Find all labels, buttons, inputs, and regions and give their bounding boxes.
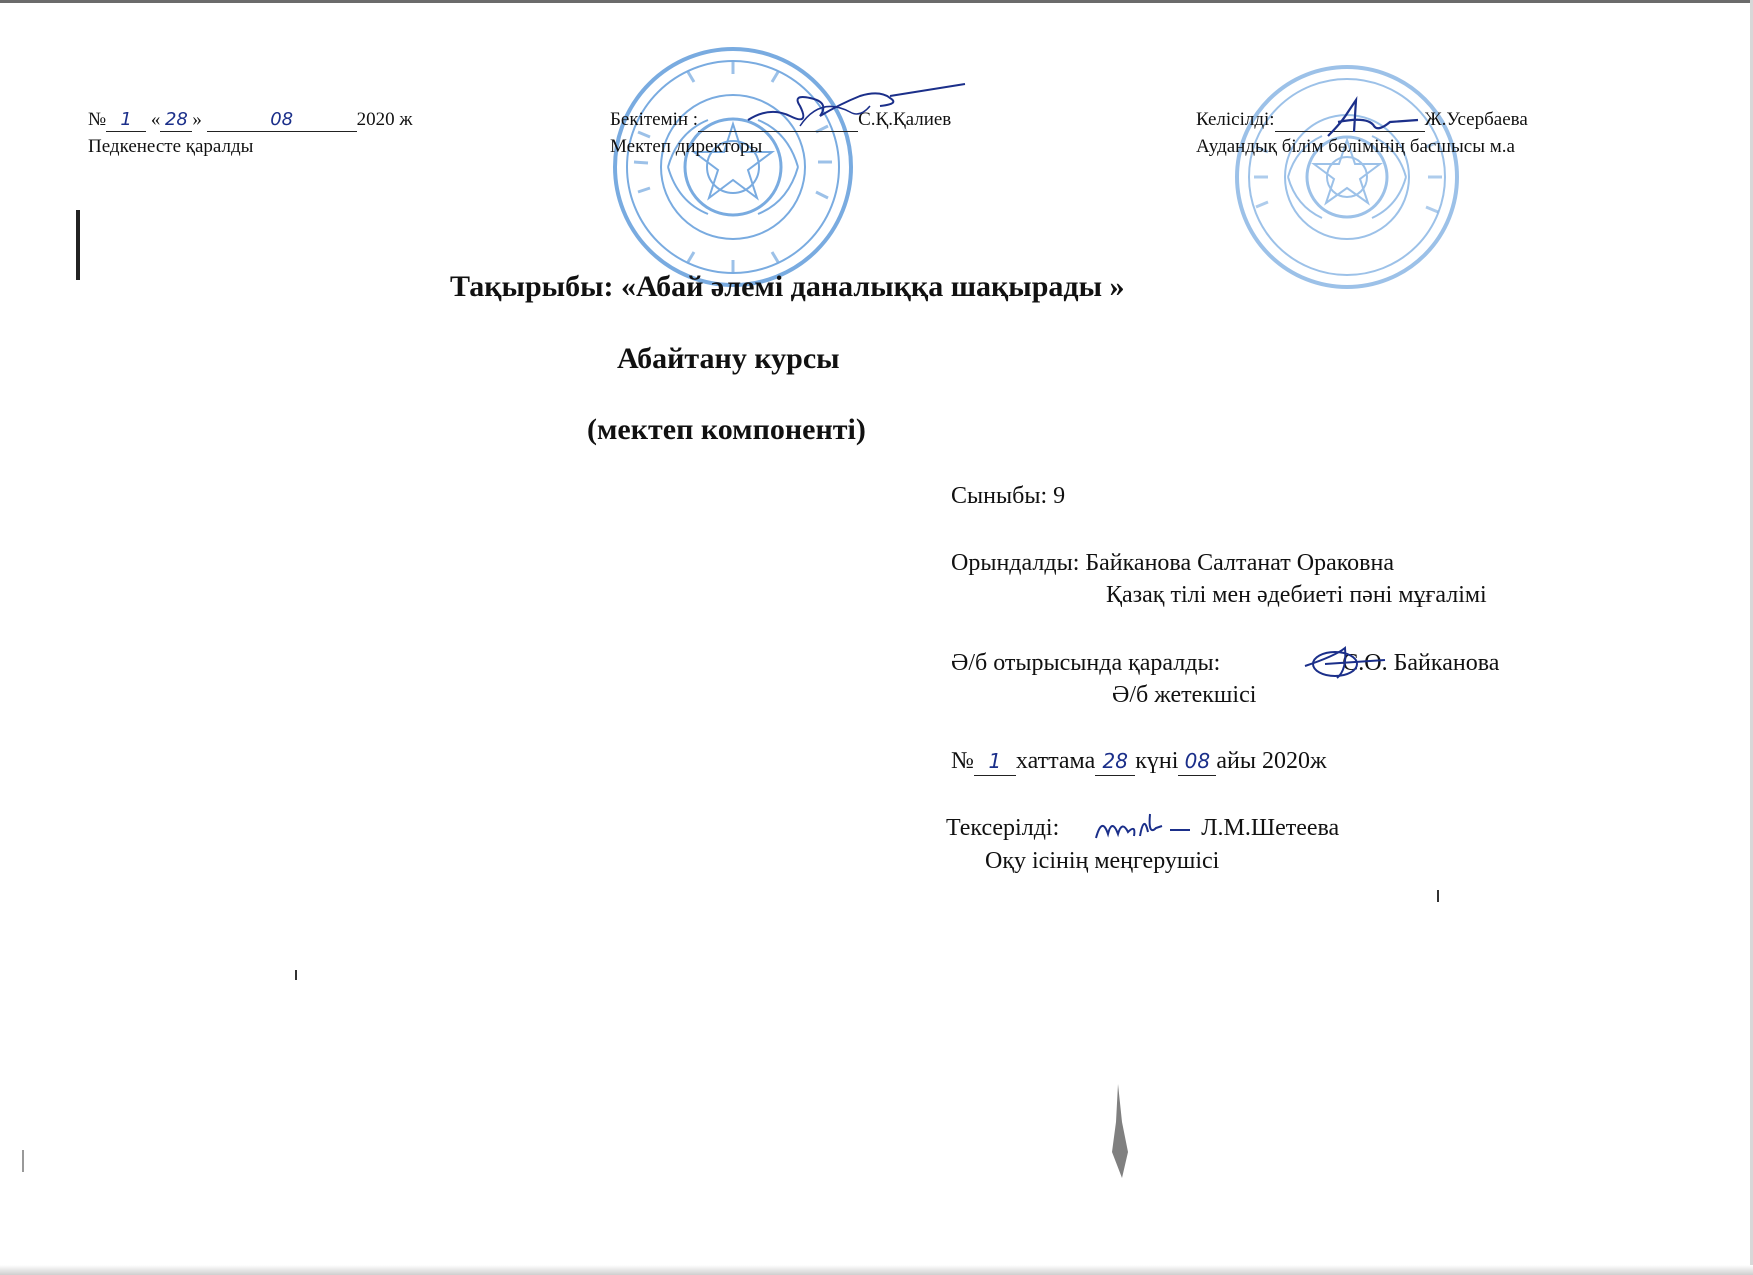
day-word: күні bbox=[1135, 748, 1179, 774]
council-month-field bbox=[207, 109, 357, 132]
protocol-number-field bbox=[974, 748, 1016, 776]
council-number-field bbox=[106, 109, 146, 132]
protocol-number-sign: № bbox=[951, 748, 974, 774]
pedcouncil-label: Педкенесте қаралды bbox=[88, 136, 254, 157]
protocol-day-field bbox=[1095, 748, 1135, 776]
checked-label: Тексерілді: bbox=[946, 815, 1060, 841]
scan-artifact-dot bbox=[1437, 890, 1439, 902]
month-year-word: айы 2020ж bbox=[1216, 748, 1327, 774]
council-year: 2020 ж bbox=[356, 109, 413, 130]
district-head-role: Аудандық білім бөлімінің басшысы м.а bbox=[1196, 136, 1515, 157]
director-name: С.Қ.Қалиев bbox=[858, 109, 952, 130]
scan-artifact-dot bbox=[22, 1150, 24, 1172]
district-head-signature bbox=[1318, 92, 1428, 152]
district-head-name: Ж.Усербаева bbox=[1424, 109, 1528, 130]
component-title: (мектеп компоненті) bbox=[587, 413, 866, 446]
scan-edge-top bbox=[0, 0, 1753, 3]
scan-artifact-smudge bbox=[1100, 1082, 1140, 1182]
teacher-role-text: Қазақ тілі мен әдебиеті пәні мұғалімі bbox=[1106, 582, 1487, 608]
council-number-value: 1 bbox=[120, 109, 132, 130]
council-day-field bbox=[160, 109, 192, 132]
protocol-number-value: 1 bbox=[988, 749, 1002, 773]
scan-edge-bottom bbox=[0, 1265, 1753, 1275]
agreed-label: Келісілді: bbox=[1196, 109, 1275, 130]
checked-by-name: Л.М.Шетеева bbox=[1201, 815, 1340, 841]
council-month-value: 08 bbox=[270, 109, 294, 130]
scan-artifact-dot bbox=[295, 970, 297, 980]
topic-title: Тақырыбы: «Абай әлемі даналыққа шақырады » bbox=[450, 270, 1125, 303]
grade-text: Сыныбы: 9 bbox=[951, 483, 1066, 509]
methodical-board-role: Ә/б жетекшісі bbox=[1112, 682, 1257, 708]
methodical-board-label: Ә/б отырысында қаралды: bbox=[951, 650, 1221, 676]
quote-open: « bbox=[150, 109, 161, 130]
protocol-day-value: 28 bbox=[1102, 749, 1128, 773]
methodical-board-head-name: С.О. Байканова bbox=[1342, 650, 1500, 676]
director-role: Мектеп директоры bbox=[610, 136, 763, 157]
scan-artifact-mark bbox=[76, 210, 80, 280]
protocol-month-value: 08 bbox=[1184, 749, 1211, 773]
course-title: Абайтану курсы bbox=[617, 342, 840, 375]
number-sign: № bbox=[88, 109, 107, 130]
protocol-line bbox=[951, 748, 1327, 776]
director-signature bbox=[740, 76, 970, 136]
protocol-word: хаттама bbox=[1015, 748, 1096, 774]
checked-signature bbox=[1090, 808, 1200, 848]
checked-by-role: Оқу ісінің меңгерушісі bbox=[985, 848, 1220, 874]
council-day-value: 28 bbox=[164, 109, 188, 130]
quote-close: » bbox=[192, 109, 202, 130]
performed-by-text: Орындалды: Байканова Салтанат Ораковна bbox=[951, 550, 1394, 576]
protocol-month-field bbox=[1178, 748, 1216, 776]
approve-label: Бекітемін : bbox=[610, 109, 699, 130]
pedcouncil-date-line bbox=[88, 109, 413, 132]
board-head-signature bbox=[1295, 640, 1395, 684]
methodical-board-line bbox=[951, 650, 1499, 677]
